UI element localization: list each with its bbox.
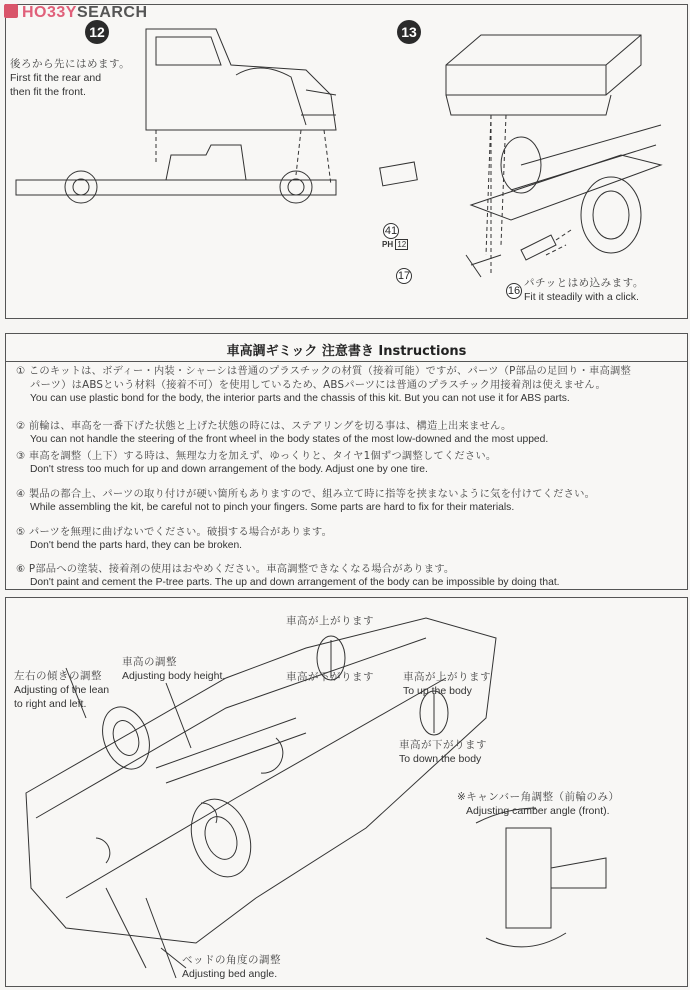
instruction-5-jp: ⑤ パーツを無理に曲げないでください。破損する場合があります。 bbox=[16, 526, 333, 538]
part-41-tree-letter: PH bbox=[382, 240, 394, 249]
step-12-number: 12 bbox=[85, 20, 109, 44]
lean-adjust-label bbox=[14, 669, 109, 711]
instructions-panel bbox=[5, 333, 688, 590]
instruction-3-en: Don't stress too much for up and down arrangement of the body. Adjust one by one tire. bbox=[30, 464, 428, 475]
camber-adjust-en: Adjusting camber angle (front). bbox=[466, 805, 610, 817]
front-height-down-label bbox=[399, 738, 487, 766]
instruction-4-jp: ④ 製品の都合上、パーツの取り付けが硬い箇所もありますので、組み立て時に指等を挟まないように気を付けてください。 bbox=[16, 488, 596, 500]
step-13-bed-chassis-diagram bbox=[371, 15, 671, 315]
front-height-down-jp: 車高が下がります bbox=[399, 739, 487, 751]
lean-adjust-en-1: Adjusting of the lean bbox=[14, 684, 110, 696]
step-12-truck-diagram bbox=[6, 15, 346, 215]
instruction-6-jp: ⑥ P部品への塗装、接着剤の使用はおやめください。車高調整できなくなる場合があります。 bbox=[16, 563, 455, 575]
instruction-6-en: Don't paint and cement the P-tree parts. The up and down arrangement of the body can be impossible by doing that. bbox=[30, 577, 560, 588]
rear-height-down-jp: 車高が下がります bbox=[286, 671, 374, 683]
watermark-brand-part2: SEARCH bbox=[76, 4, 148, 21]
instruction-2-en: You can not handle the steering of the front wheel in the body states of the most low-downed and the most upped. bbox=[30, 434, 549, 445]
instruction-1-jp: ① このキットは、ボディー・内装・シャーシは普通のプラスチックの材質（接着可能）ですが、パーツ（P部品の足回り・車高調整 bbox=[16, 365, 631, 377]
bed-angle-en: Adjusting bed angle. bbox=[182, 968, 278, 980]
hobby-search-watermark bbox=[4, 4, 148, 22]
instruction-1-en: You can use plastic bond for the body, the interior parts and the chassis of this kit. But you can not use it for ABS parts. bbox=[30, 393, 570, 404]
front-height-up-label bbox=[403, 670, 491, 698]
part-41-label: 41 bbox=[384, 225, 398, 237]
instruction-4-en: While assembling the kit, be careful not to pinch your fingers. Some parts are hard to fix for their materials. bbox=[30, 502, 515, 513]
body-height-jp: 車高の調整 bbox=[122, 656, 177, 668]
bed-angle-label bbox=[182, 953, 281, 981]
instruction-item-2 bbox=[16, 419, 679, 447]
rear-height-up-jp: 車高が上がります bbox=[286, 615, 374, 627]
body-height-en: Adjusting body height. bbox=[122, 670, 226, 682]
instruction-item-6 bbox=[16, 562, 679, 590]
body-height-label bbox=[122, 655, 225, 683]
instructions-divider bbox=[6, 361, 687, 362]
instruction-item-3 bbox=[16, 449, 679, 477]
camber-adjust-jp: ※キャンバー角調整（前輪のみ） bbox=[457, 791, 620, 803]
instruction-item-5 bbox=[16, 525, 679, 553]
step-12-note-jp: 後ろから先にはめます。 bbox=[10, 58, 131, 70]
bed-angle-jp: ベッドの角度の調整 bbox=[182, 954, 281, 966]
rear-height-down-label bbox=[286, 670, 374, 684]
instruction-5-en: Don't bend the parts hard, they can be broken. bbox=[30, 540, 243, 551]
assembly-steps-panel bbox=[5, 4, 688, 319]
step-12-note-en-2: then fit the front. bbox=[10, 86, 86, 98]
step-13-note bbox=[524, 276, 644, 304]
front-height-up-jp: 車高が上がります bbox=[403, 671, 491, 683]
instruction-item-4 bbox=[16, 487, 679, 515]
part-41-tree bbox=[382, 238, 408, 252]
instruction-item-1 bbox=[16, 364, 679, 406]
part-17-label: 17 bbox=[397, 270, 411, 282]
step-13-number: 13 bbox=[397, 20, 421, 44]
step-12-note-en-1: First fit the rear and bbox=[10, 72, 102, 84]
suspension-diagram-panel bbox=[5, 597, 688, 987]
step-13-note-en: Fit it steadily with a click. bbox=[524, 291, 639, 303]
step-13-note-jp: パチッとはめ込みます。 bbox=[524, 277, 644, 289]
part-41-tree-number: 12 bbox=[397, 240, 407, 249]
watermark-brand-part1: HO33Y bbox=[22, 4, 77, 21]
hobby-search-logo-icon bbox=[4, 4, 18, 18]
lean-adjust-en-2: to right and left. bbox=[14, 698, 87, 710]
instruction-3-jp: ③ 車高を調整（上下）する時は、無理な力を加えず、ゆっくりと、タイヤ1個ずつ調整してください。 bbox=[16, 450, 497, 462]
rear-height-up-label bbox=[286, 614, 374, 628]
instruction-2-jp: ② 前輪は、車高を一番下げた状態と上げた状態の時には、ステアリングを切る事は、構造上出来ません。 bbox=[16, 420, 512, 432]
lean-adjust-jp: 左右の傾きの調整 bbox=[14, 670, 102, 682]
camber-adjust-label bbox=[457, 790, 620, 818]
instruction-1-jp-2: パーツ）はABSという材料（接着不可）を使用しているため、ABSパーツには普通のプラスチック用接着剤は使えません。 bbox=[30, 379, 607, 391]
front-height-down-en: To down the body bbox=[399, 753, 482, 765]
instructions-title: 車高調ギミック 注意書き Instructions bbox=[226, 344, 467, 359]
front-height-up-en: To up the body bbox=[403, 685, 472, 697]
part-16-label: 16 bbox=[507, 285, 521, 297]
